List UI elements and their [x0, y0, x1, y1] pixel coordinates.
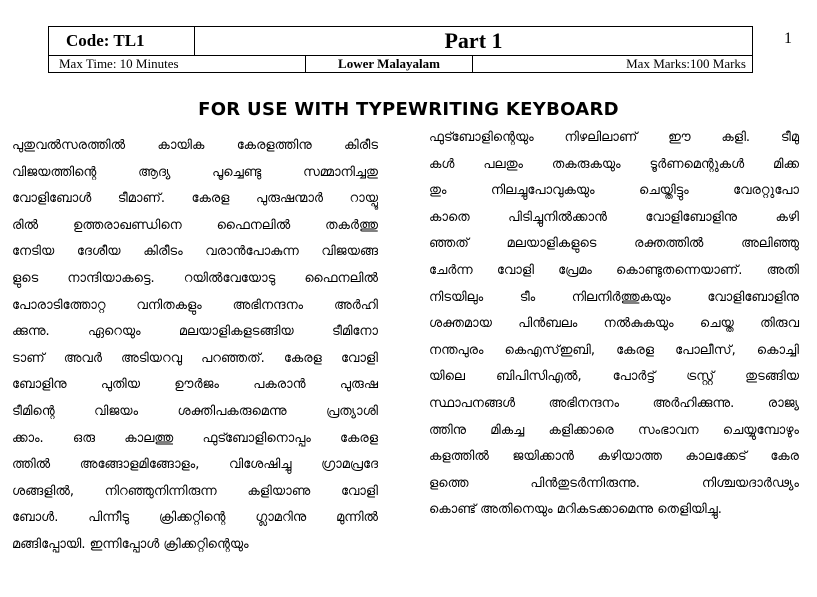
- right-column-line: ളത്തെ പിന്‍തുടര്‍ന്നിരുന്നു. നിശ്ചയദാര്‍ഢ്യം: [429, 475, 799, 491]
- page-number: 1: [784, 30, 792, 47]
- left-column-line: വിജയത്തിന്റെ ആദ്യ പൂച്ചെണ്ടു സമ്മാനിച്ചതു: [12, 164, 378, 180]
- right-column-line: സ്ഥാപനങ്ങള്‍ അഭിനന്ദനം അര്‍ഹിക്കുന്നു. രാജ്യ: [429, 395, 799, 411]
- keyboard-heading: FOR USE WITH TYPEWRITING KEYBOARD: [198, 99, 619, 120]
- right-column-line: നിടയിലും ടീം നിലനിര്‍ത്തുകയും വോളിബോളിനു: [429, 289, 799, 305]
- header-row-details: [49, 55, 752, 73]
- right-column-line: ത്തിനു മികച്ച കളിക്കാരെ സംഭാവന ചെയ്യുമ്പോഴും: [429, 422, 799, 438]
- right-text-column: [429, 125, 799, 524]
- max-time: Max Time: 10 Minutes: [49, 55, 306, 73]
- left-column-line: ളുടെ നാന്ദിയാകട്ടെ. റയില്‍വേയോടു ഫൈനലില്‍: [12, 270, 378, 286]
- max-marks: Max Marks:100 Marks: [626, 56, 746, 71]
- left-column-line: പോരാടിത്തോറ്റ വനിതകളും അഭിനന്ദനം അര്‍ഹി: [12, 297, 378, 313]
- right-column-line: കാതെ പിടിച്ചുനില്‍ക്കാന്‍ വോളിബോളിനു കഴി: [429, 209, 799, 225]
- language-level: Lower Malayalam: [306, 55, 473, 73]
- right-column-line: കള്‍ പലതും തകരുകയും ടൂര്‍ണമെന്റുകള്‍ മിക്ക: [429, 156, 799, 172]
- right-column-line: നന്തപുരം കെഎസ്ഇബി, കേരള പോലീസ്‌, കൊച്ചി: [429, 342, 799, 358]
- left-column-line: പുതുവല്‍സരത്തില്‍ കായിക കേരളത്തിനു കിരീട: [12, 138, 378, 153]
- left-column-line: ക്കുന്നു. ഏറെയും മലയാളികളടങ്ങിയ ടീമിനോ: [12, 324, 378, 340]
- left-column-line: ക്കാം. ഒരു കാലത്തു ഫുട്ബോളിനൊപ്പം കേരള: [12, 430, 378, 446]
- left-text-column: [12, 133, 378, 559]
- left-column-line: രില്‍ ഉത്തരാഖണ്ഡിനെ ഫൈനലില്‍ തകര്‍ത്തു: [12, 217, 378, 233]
- exam-code: Code: TL1: [49, 27, 195, 55]
- part-title: Part 1: [444, 28, 503, 53]
- right-column-line: കളത്തില്‍ ജയിക്കാന്‍ കഴിയാത്ത കാലക്കേട്‌ കേര: [429, 449, 799, 465]
- right-column-line: ശക്തമായ പിന്‍ബലം നല്‍കുകയും ചെയ്ത തിരുവ: [429, 316, 799, 332]
- exam-header-table: [48, 26, 753, 73]
- left-column-line: ടീമിന്റെ വിജയം ശക്തിപകരുമെന്നു പ്രത്യാശി: [12, 403, 378, 419]
- left-column-line: ശങ്ങളില്‍, നിറഞ്ഞുനിന്നിരുന്ന കളിയാണു വോളി: [12, 483, 378, 499]
- left-column-line: ബോളിനു പുതിയ ഊര്‍ജം പകരാന്‍ പുരുഷ: [12, 377, 378, 393]
- left-column-line: നേടിയ ദേശീയ കിരീടം വരാന്‍പോകുന്ന വിജയങ്ങ: [12, 244, 378, 260]
- left-column-line: മങ്ങിപ്പോയി. ഇന്നിപ്പോള്‍ ക്രിക്കറ്റിന്റെയും: [12, 536, 249, 552]
- right-column-line: ഞ്ഞത്‌ മലയാളികളുടെ രക്തത്തില്‍ അലിഞ്ഞു: [429, 236, 799, 252]
- right-column-line: യിലെ ബിപിസിഎല്‍, പോര്‍ട്ട്‌ ട്രസ്റ്റ്‌ തുടങ്ങിയ: [429, 369, 799, 385]
- header-row-title: [49, 27, 752, 56]
- right-column-line: ഫുട്ബോളിന്റെയും നിഴലിലാണ്‌ ഈ കളി. ടീമു: [429, 130, 799, 145]
- right-column-line: ചേര്‍ന്ന വോളി പ്രേമം കൊണ്ടുതന്നെയാണ്‌. അതി: [429, 262, 799, 278]
- right-column-line: തും നിലച്ചുപോവുകയും ചെയ്തിട്ടും വേരറ്റുപോ: [429, 183, 799, 199]
- right-column-line: കൊണ്ട്‌ അതിനെയും മറികടക്കാമെന്നു തെളിയിച്ചു.: [429, 502, 722, 518]
- left-column-line: ബോള്‍. പിന്നീടു ക്രിക്കറ്റിന്റെ ഗ്ലാമറിനു മുന്നില്‍: [12, 510, 378, 526]
- left-column-line: ടാണ്‌ അവര്‍ അടിയറവു പറഞ്ഞത്‌. കേരള വോളി: [12, 350, 378, 366]
- left-column-line: ത്തില്‍ അങ്ങോളമിങ്ങോളം, വിശേഷിച്ചു ഗ്രാമപ്രദേ: [12, 457, 378, 473]
- left-column-line: വോളിബോള്‍ ടീമാണ്‌. കേരള പുരുഷന്മാര്‍ റായ്പൂ: [12, 191, 378, 207]
